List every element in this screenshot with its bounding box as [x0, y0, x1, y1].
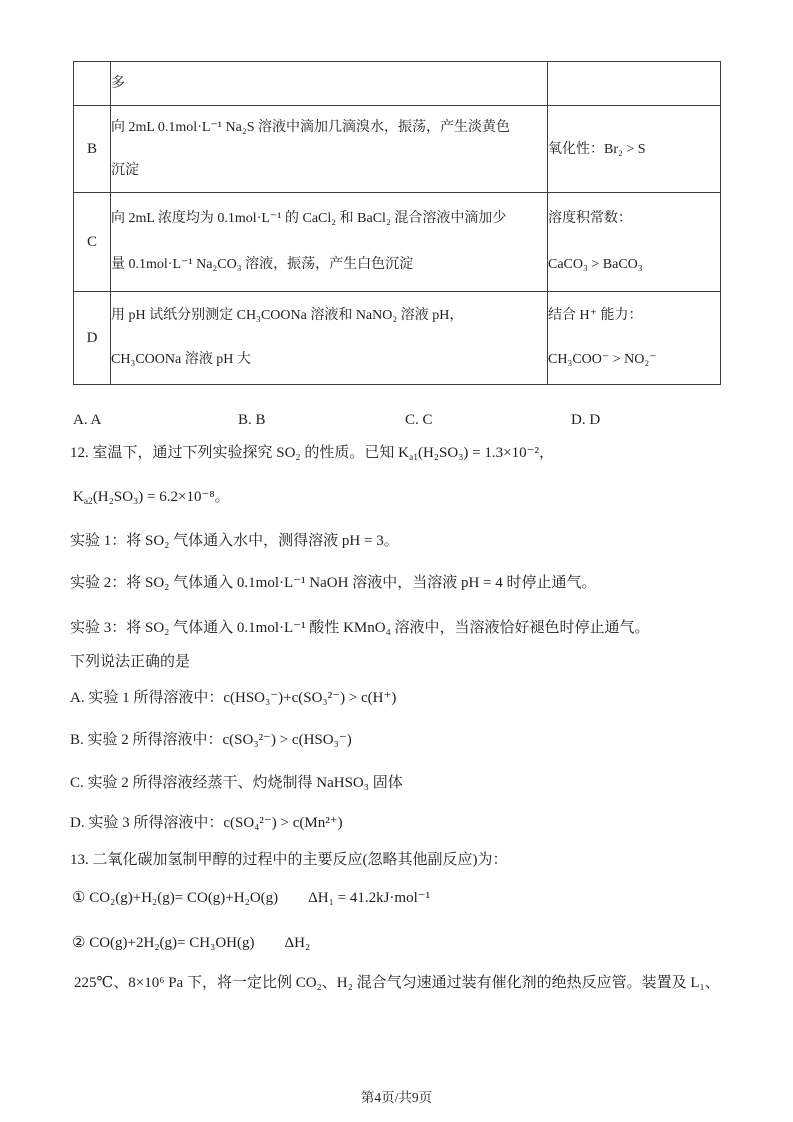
row-description	[111, 193, 548, 292]
question-13-stem: 13. 二氧化碳加氢制甲醇的过程中的主要反应(忽略其他副反应)为：	[70, 852, 508, 868]
stem-text: 12. 室温下，通过下列实验探究 SO₂ 的性质。已知 K	[70, 445, 409, 461]
reaction-2-equation: ② CO(g)+2H₂(g)= CH₃OH(g)	[72, 935, 255, 951]
row-label: D	[74, 292, 111, 385]
conclusion-line: 溶度积常数：	[548, 211, 632, 226]
q12-option-b: B. 实验 2 所得溶液中：c(SO₃²⁻) > c(HSO₃⁻)	[70, 732, 352, 748]
page-footer: 第4页/共9页	[360, 1090, 433, 1105]
question-13-condition: 225℃、8×10⁶ Pa 下，将一定比例 CO₂、H₂ 混合气匀速通过装有催化剂的绝热反应管。装置及 L₁、	[74, 975, 720, 991]
row-description	[111, 292, 548, 385]
row-label	[74, 62, 111, 106]
table-row-c	[74, 193, 721, 292]
stem-formula: (H₂SO₃) = 1.3×10⁻²，	[417, 445, 555, 461]
table-row-continued	[74, 62, 721, 106]
q12-option-c: C. 实验 2 所得溶液经蒸干、灼烧制得 NaHSO₃ 固体	[70, 775, 403, 791]
answer-option-b: B. B	[238, 412, 266, 428]
row-description	[111, 62, 548, 106]
ka1-subscript: a1	[409, 453, 418, 463]
description-line: 多	[111, 76, 125, 91]
answer-options-row	[0, 412, 793, 436]
q12-option-d: D. 实验 3 所得溶液中：c(SO₄²⁻) > c(Mn²⁺)	[70, 815, 343, 831]
row-conclusion	[548, 193, 721, 292]
row-conclusion	[548, 292, 721, 385]
reaction-1-equation: ① CO₂(g)+H₂(g)= CO(g)+H₂O(g)	[72, 890, 279, 906]
question-12-stem-line2	[73, 485, 230, 515]
table-row-b	[74, 106, 721, 193]
answer-option-d: D. D	[571, 412, 601, 428]
experiment-3: 实验 3：将 SO₂ 气体通入 0.1mol·L⁻¹ 酸性 KMnO₄ 溶液中，当溶液恰好褪色时停止通气。	[70, 620, 650, 636]
stem-text: K	[73, 489, 84, 505]
conclusion-line: CaCO₃ > BaCO₃	[548, 257, 643, 272]
description-line: 向 2mL 浓度均为 0.1mol·L⁻¹ 的 CaCl₂ 和 BaCl₂ 混合溶液中滴加少	[111, 211, 507, 226]
row-conclusion	[548, 62, 721, 106]
reaction-1	[72, 886, 430, 911]
table-row-d	[74, 292, 721, 385]
row-conclusion	[548, 106, 721, 193]
stem-formula: (H₂SO₃) = 6.2×10⁻⁸。	[92, 489, 230, 505]
row-label: C	[74, 193, 111, 292]
experiment-2: 实验 2：将 SO₂ 气体通入 0.1mol·L⁻¹ NaOH 溶液中，当溶液 pH = 4 时停止通气。	[70, 575, 597, 591]
answer-option-c: C. C	[405, 412, 433, 428]
description-line: 量 0.1mol·L⁻¹ Na₂CO₃ 溶液，振荡，产生白色沉淀	[111, 257, 414, 272]
description-line: CH₃COONa 溶液 pH 大	[111, 352, 251, 367]
experiment-conclusion-table	[73, 61, 721, 385]
row-label: B	[74, 106, 111, 193]
q12-option-a: A. 实验 1 所得溶液中：c(HSO₃⁻)+c(SO₃²⁻) > c(H⁺)	[70, 690, 397, 706]
answer-option-a: A. A	[73, 412, 102, 428]
conclusion-line: CH₃COO⁻ > NO₂⁻	[548, 352, 657, 367]
reaction-1-enthalpy: ΔH₁ = 41.2kJ·mol⁻¹	[308, 890, 431, 906]
question-12-prompt: 下列说法正确的是	[70, 654, 191, 670]
conclusion-line: 氧化性：Br₂ > S	[548, 141, 646, 157]
experiment-1: 实验 1：将 SO₂ 气体通入水中，测得溶液 pH = 3。	[70, 533, 399, 549]
conclusion-line: 结合 H⁺ 能力：	[548, 308, 643, 323]
reaction-2	[72, 931, 310, 956]
description-line: 用 pH 试纸分别测定 CH₃COONa 溶液和 NaNO₂ 溶液 pH，	[111, 308, 464, 323]
question-12-stem-line1	[70, 441, 554, 471]
ka2-subscript: a2	[83, 497, 93, 507]
reaction-2-enthalpy: ΔH₂	[284, 935, 311, 951]
description-line: 向 2mL 0.1mol·L⁻¹ Na₂S 溶液中滴加几滴溴水，振荡，产生淡黄色	[111, 120, 510, 135]
row-description	[111, 106, 548, 193]
description-line: 沉淀	[111, 163, 139, 178]
